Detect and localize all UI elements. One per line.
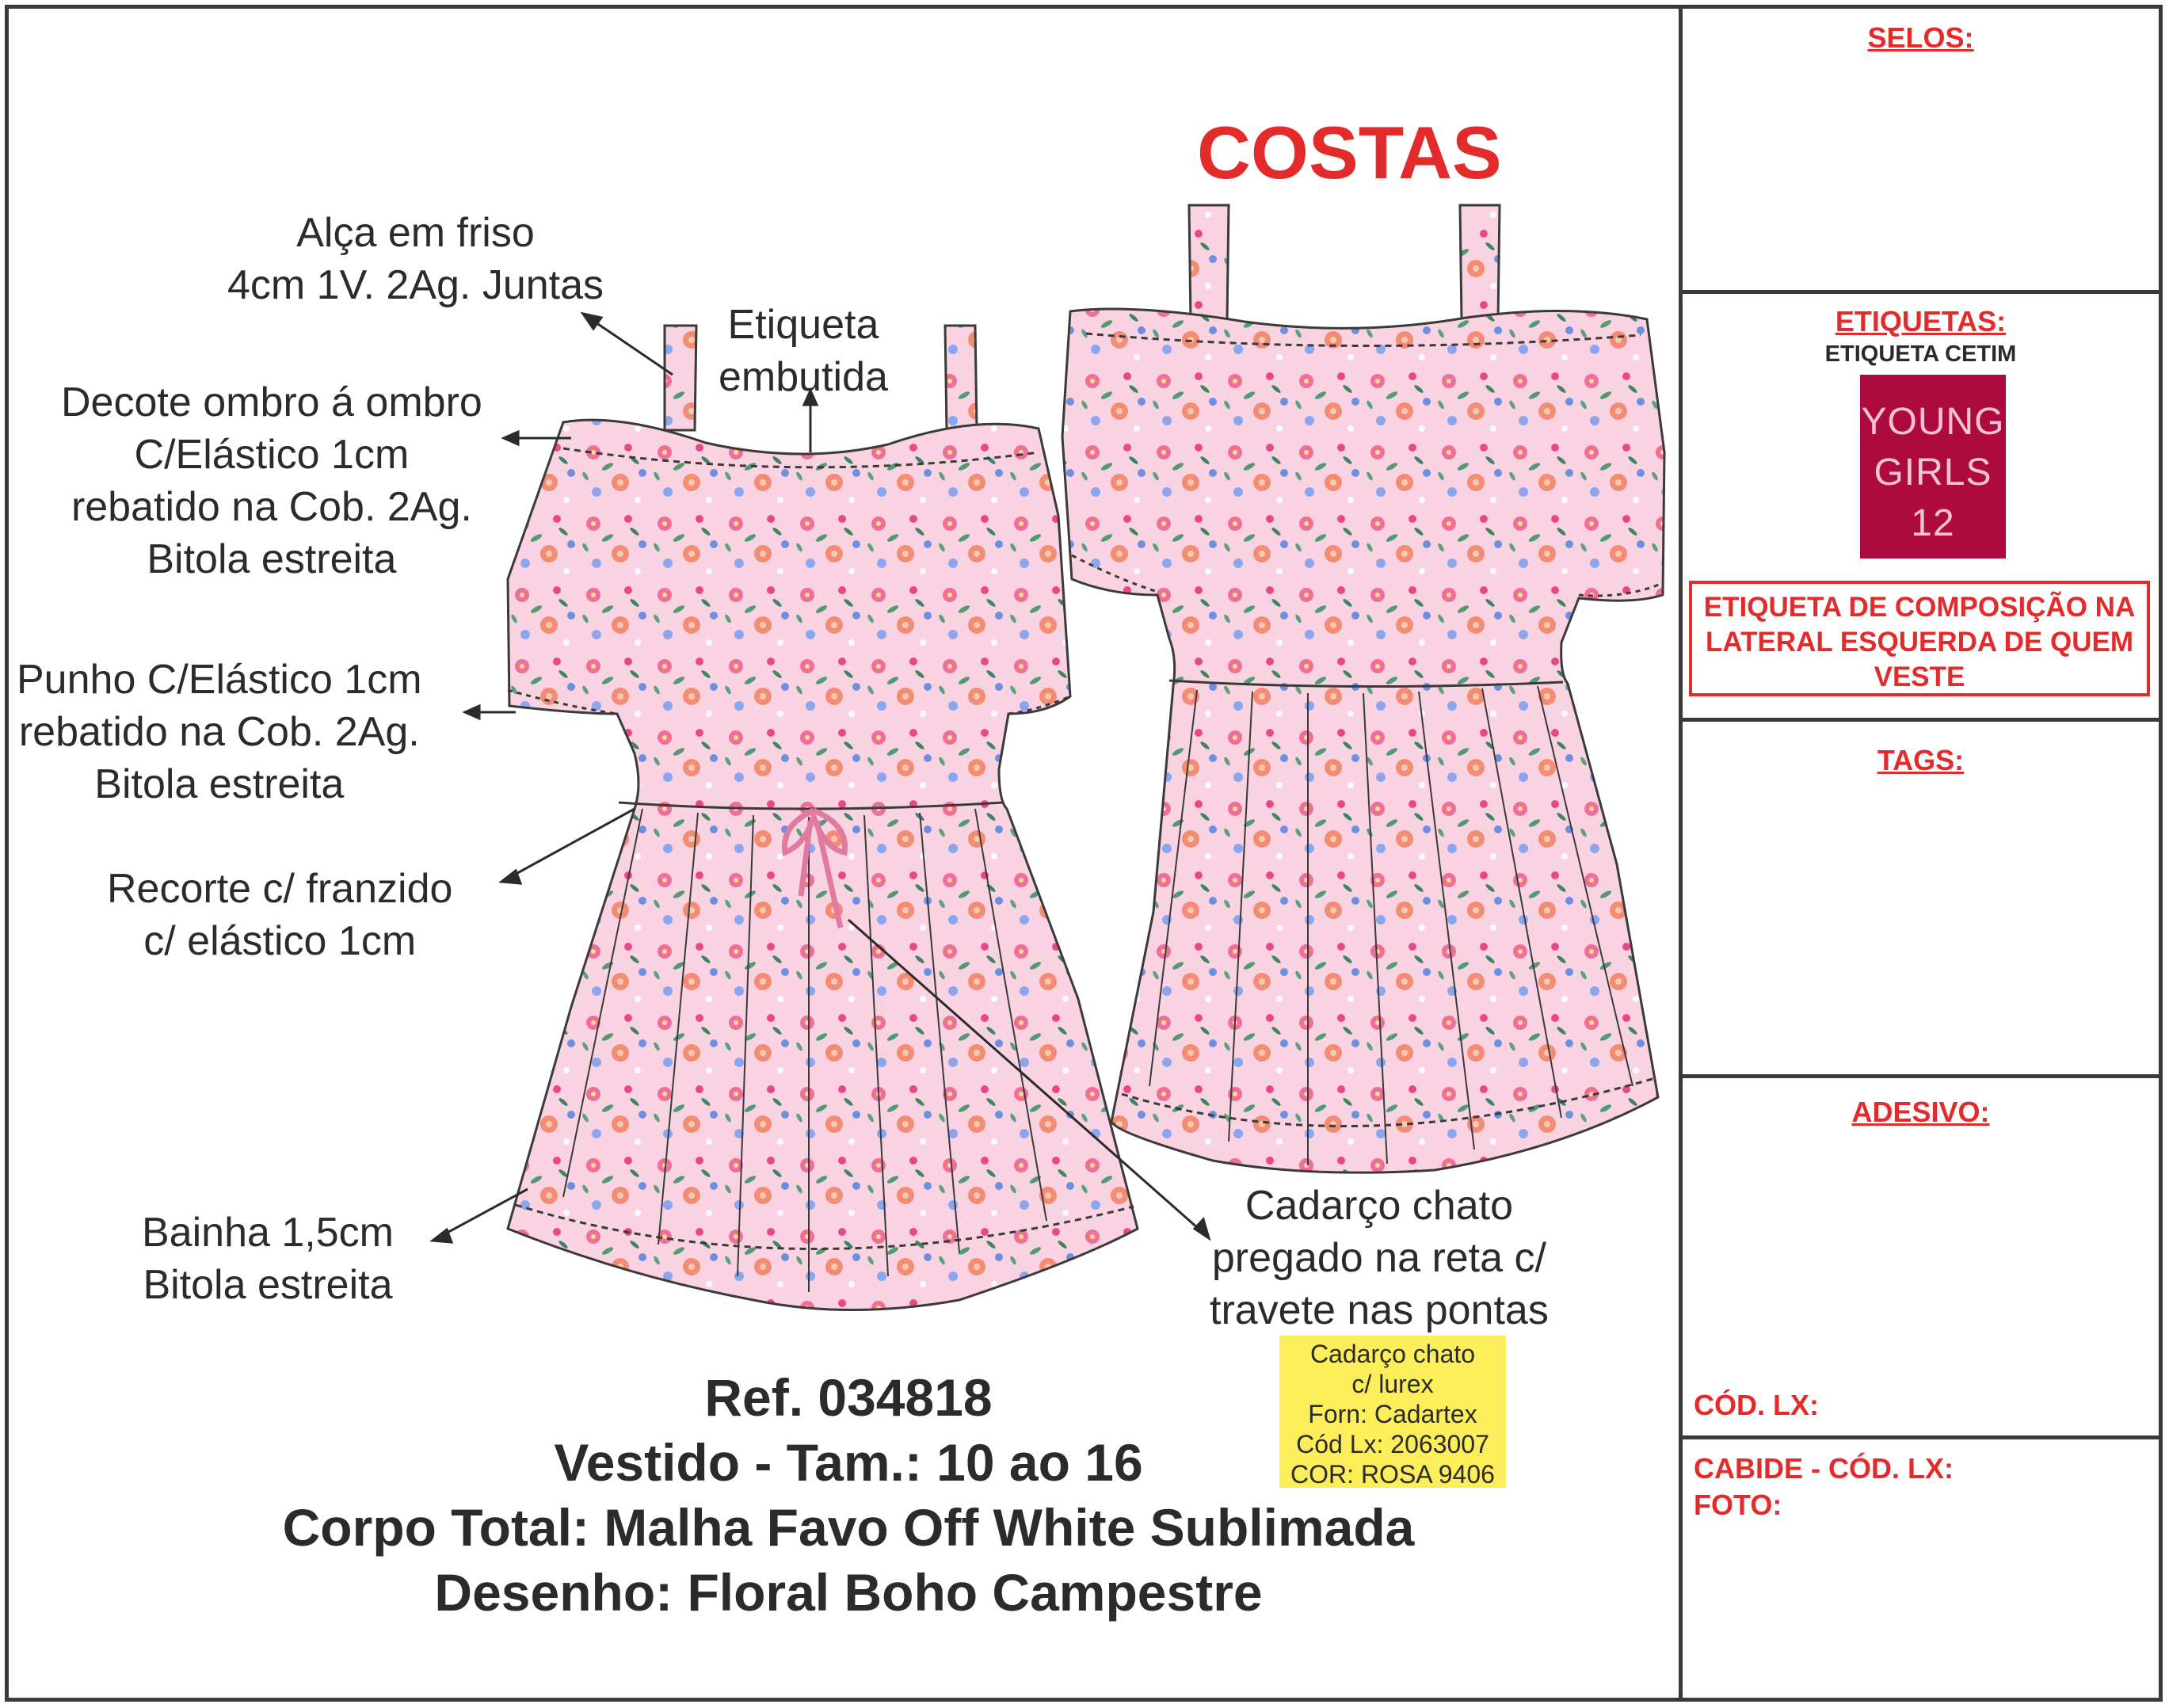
product-body-fabric: Corpo Total: Malha Favo Off White Sublimada xyxy=(282,1498,1415,1557)
front-dress xyxy=(508,326,1138,1310)
back-view-label: COSTAS xyxy=(1197,111,1502,194)
note-line: Cadarço chato xyxy=(1309,1340,1476,1368)
sticker-section xyxy=(1683,1078,2159,1439)
note-line: Forn: Cadartex xyxy=(1308,1400,1477,1428)
tags-section xyxy=(1683,722,2159,1078)
badge-line: 12 xyxy=(1911,502,1955,544)
product-description: Vestido - Tam.: 10 ao 16 xyxy=(554,1433,1143,1492)
hanger-code: CABIDE - CÓD. LX: xyxy=(1694,1452,1954,1485)
composition-note: ETIQUETA DE COMPOSIÇÃO NA LATERAL ESQUERDA DE QUEM VESTE xyxy=(1689,581,2150,696)
badge-line: YOUNG xyxy=(1861,401,2005,443)
waist-seam-annotation: Recorte c/ franzido c/ elástico 1cm xyxy=(107,866,453,964)
note-line: Cód Lx: 2063007 xyxy=(1296,1430,1489,1458)
tech-sheet xyxy=(5,5,2163,1702)
sticker-code: CÓD. LX: xyxy=(1694,1389,1819,1421)
photo-label: FOTO: xyxy=(1694,1489,1782,1521)
neckline-annotation: Decote ombro á ombro C/Elástico 1cm rebatido na Cob. 2Ag. Bitola estreita xyxy=(61,379,482,582)
cuff-annotation: Punho C/Elástico 1cm rebatido na Cob. 2Ag. Bitola estreita xyxy=(17,657,422,807)
badge-line: GIRLS xyxy=(1874,452,1992,494)
back-dress xyxy=(1062,205,1664,1172)
sidebar xyxy=(1679,9,2159,1698)
product-design: Desenho: Floral Boho Campestre xyxy=(434,1563,1263,1622)
seals-section xyxy=(1683,9,2159,294)
labels-title: ETIQUETAS: xyxy=(1835,305,2007,337)
strap-annotation: Alça em friso 4cm 1V. 2Ag. Juntas xyxy=(227,210,604,308)
product-ref: Ref. 034818 xyxy=(704,1368,993,1427)
labels-section xyxy=(1683,294,2159,722)
hanger-section xyxy=(1683,1439,2159,1698)
sticker-title: ADESIVO: xyxy=(1851,1096,1990,1128)
hem-annotation: Bainha 1,5cm Bitola estreita xyxy=(142,1210,394,1308)
label-badge xyxy=(1860,375,2006,559)
drawstring-annotation: Cadarço chato pregado na reta c/ travete nas pontas xyxy=(1210,1183,1549,1333)
seals-title: SELOS: xyxy=(1867,21,1974,54)
label-annotation: Etiqueta embutida xyxy=(719,302,888,400)
tags-title: TAGS: xyxy=(1877,744,1965,776)
note-line: COR: ROSA 9406 xyxy=(1290,1460,1495,1489)
note-line: c/ lurex xyxy=(1351,1370,1434,1398)
labels-subtitle: ETIQUETA CETIM xyxy=(1824,341,2017,367)
